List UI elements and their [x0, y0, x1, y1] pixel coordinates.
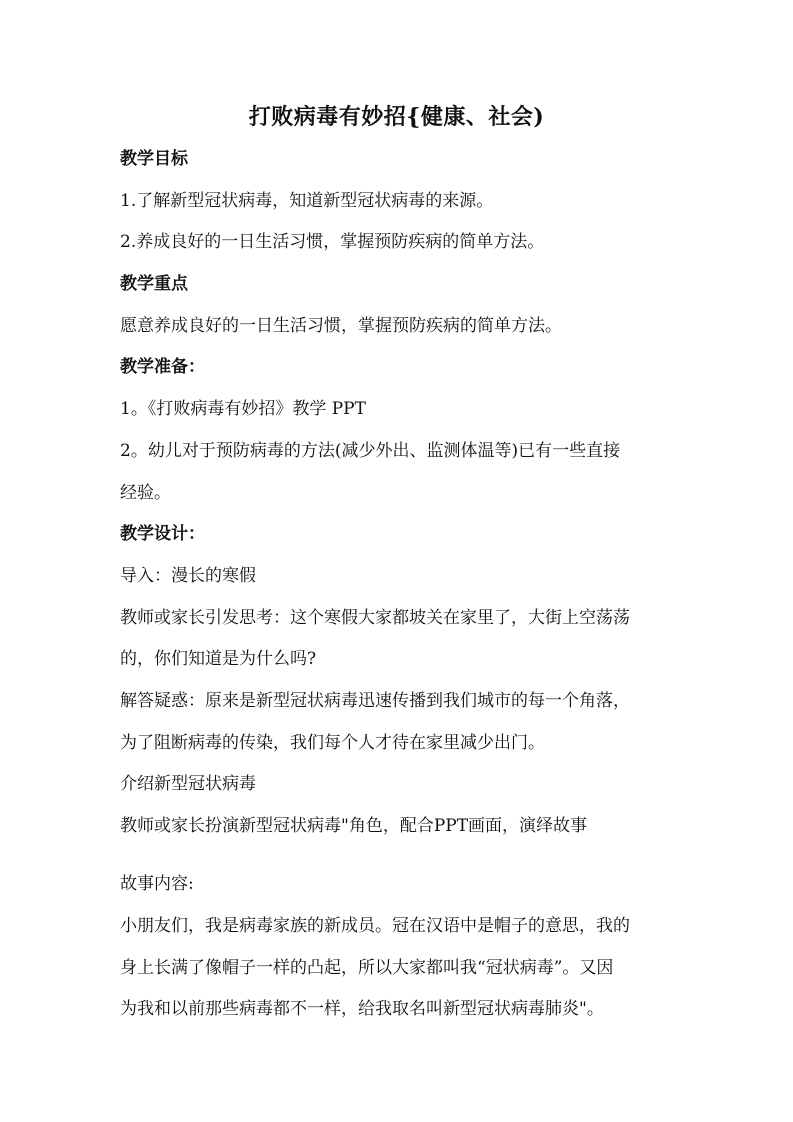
- story-paragraph-line-2: 身上长满了像帽子一样的凸起，所以大家都叫我“冠状病毒”。又因: [120, 958, 614, 978]
- design-subheading-virus: 介绍新型冠状病毒: [120, 774, 256, 794]
- design-paragraph-1: 教师或家长引发思考：这个寒假大家都坡关在家里了，大街上空荡荡: [120, 608, 630, 628]
- section-heading-goals: 教学目标: [120, 149, 188, 169]
- story-paragraph-line-3: 为我和以前那些病毒都不一样，给我取名叫新型冠状病毒肺炎"。: [120, 999, 604, 1019]
- preparation-item-1: 1。《打败病毒有妙招》教学 PPT: [120, 399, 366, 419]
- document-title: 打败病毒有妙招{健康、社会): [248, 104, 545, 130]
- design-paragraph-3: 教师或家长扮演新型冠状病毒"角色，配合PPT画面，演绎故事: [120, 816, 588, 836]
- design-intro: 导入：漫长的寒假: [120, 566, 256, 586]
- design-paragraph-1-continued: 的，你们知道是为什么吗?: [120, 649, 317, 669]
- design-paragraph-2: 解答疑惑：原来是新型冠状病毒迅速传播到我们城市的每一个角落，: [120, 691, 630, 711]
- goal-item-1: 1.了解新型冠状病毒，知道新型冠状病毒的来源。: [120, 191, 494, 211]
- section-heading-key-points: 教学重点: [120, 274, 188, 294]
- key-point-text: 愿意养成良好的一日生活习惯，掌握预防疾病的简单方法。: [120, 316, 562, 336]
- section-heading-preparation: 教学准备：: [120, 357, 205, 377]
- goal-item-2: 2.养成良好的一日生活习惯，掌握预防疾病的简单方法。: [120, 232, 545, 252]
- preparation-item-2: 2。幼儿对于预防病毒的方法(减少外出、监测体温等)已有一些直接: [120, 441, 621, 461]
- story-paragraph-line-1: 小朋友们，我是病毒家族的新成员。冠在汉语中是帽子的意思，我的: [120, 916, 630, 936]
- preparation-item-2-continued: 经验。: [120, 483, 171, 503]
- section-heading-design: 教学设计：: [120, 524, 205, 544]
- story-heading: 故事内容:: [120, 874, 194, 894]
- design-paragraph-2-continued: 为了阻断病毒的传染，我们每个人才待在家里减少出门。: [120, 733, 545, 753]
